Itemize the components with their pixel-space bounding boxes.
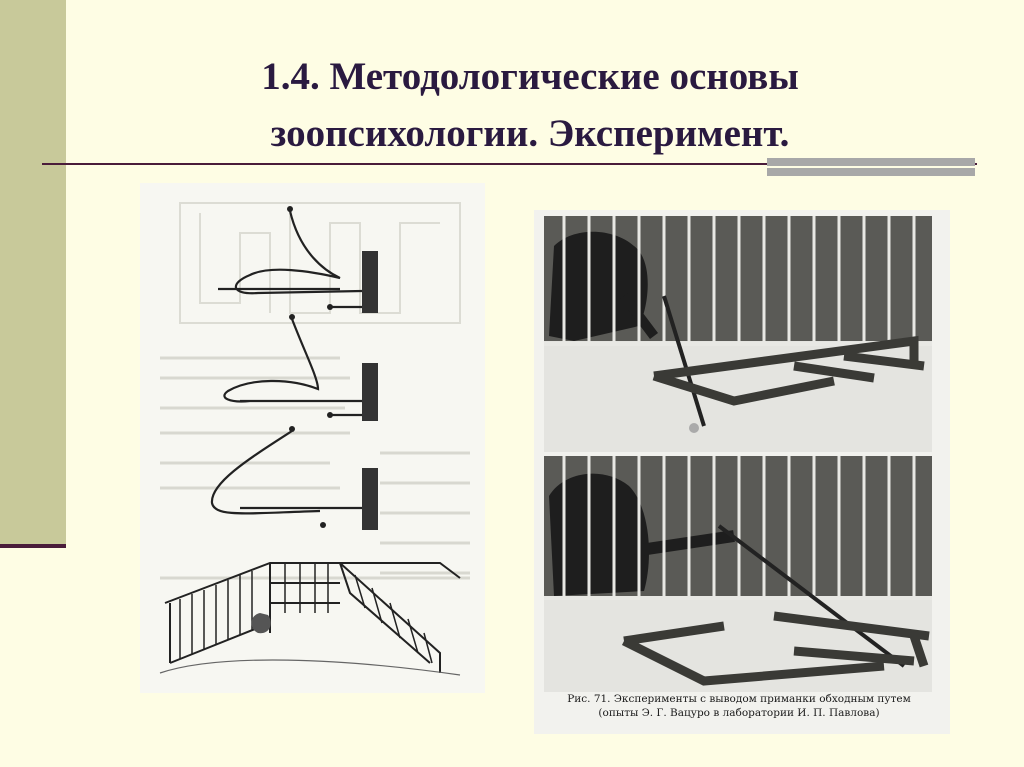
bait-point-3: [320, 522, 326, 528]
title-line-2: зоопсихологии. Эксперимент.: [270, 112, 790, 155]
slide-title: [150, 48, 910, 162]
sidebar-band: [0, 0, 66, 545]
chimp-experiment-figure: [534, 210, 950, 734]
caption-line-1: Рис. 71. Эксперименты с выводом приманки обходным путем: [567, 693, 911, 705]
ground-line: [160, 660, 460, 675]
bait-point-2: [327, 412, 333, 418]
detour-drawings-figure: [140, 183, 485, 693]
start-point-2: [289, 314, 295, 320]
faint-text-lines: [160, 358, 470, 578]
photo-top: [544, 216, 932, 452]
bait-point-1: [327, 304, 333, 310]
dog-figure: [251, 613, 270, 633]
photo-top-drawing: [544, 216, 932, 452]
photo-bottom: [544, 456, 932, 692]
title-line-1: 1.4. Методологические основы: [261, 55, 799, 98]
faint-maze: [180, 203, 460, 323]
barrier-wall-2: [362, 363, 378, 421]
photo-bottom-drawing: [544, 456, 932, 692]
sidebar-rule: [0, 544, 66, 548]
figure-caption: [544, 692, 934, 720]
detour-drawings: [140, 183, 485, 693]
start-point-1: [287, 206, 293, 212]
bait-top: [689, 423, 699, 433]
divider-accent-lower: [767, 168, 975, 176]
start-point-3: [289, 426, 295, 432]
barrier-wall-3: [362, 468, 378, 530]
detour-path-2: [224, 319, 362, 415]
detour-path-3: [212, 431, 362, 513]
caption-line-2: (опыты Э. Г. Вацуро в лаборатории И. П. Павлова): [598, 707, 880, 719]
divider-accent-upper: [767, 158, 975, 166]
barrier-wall-1: [362, 251, 378, 313]
